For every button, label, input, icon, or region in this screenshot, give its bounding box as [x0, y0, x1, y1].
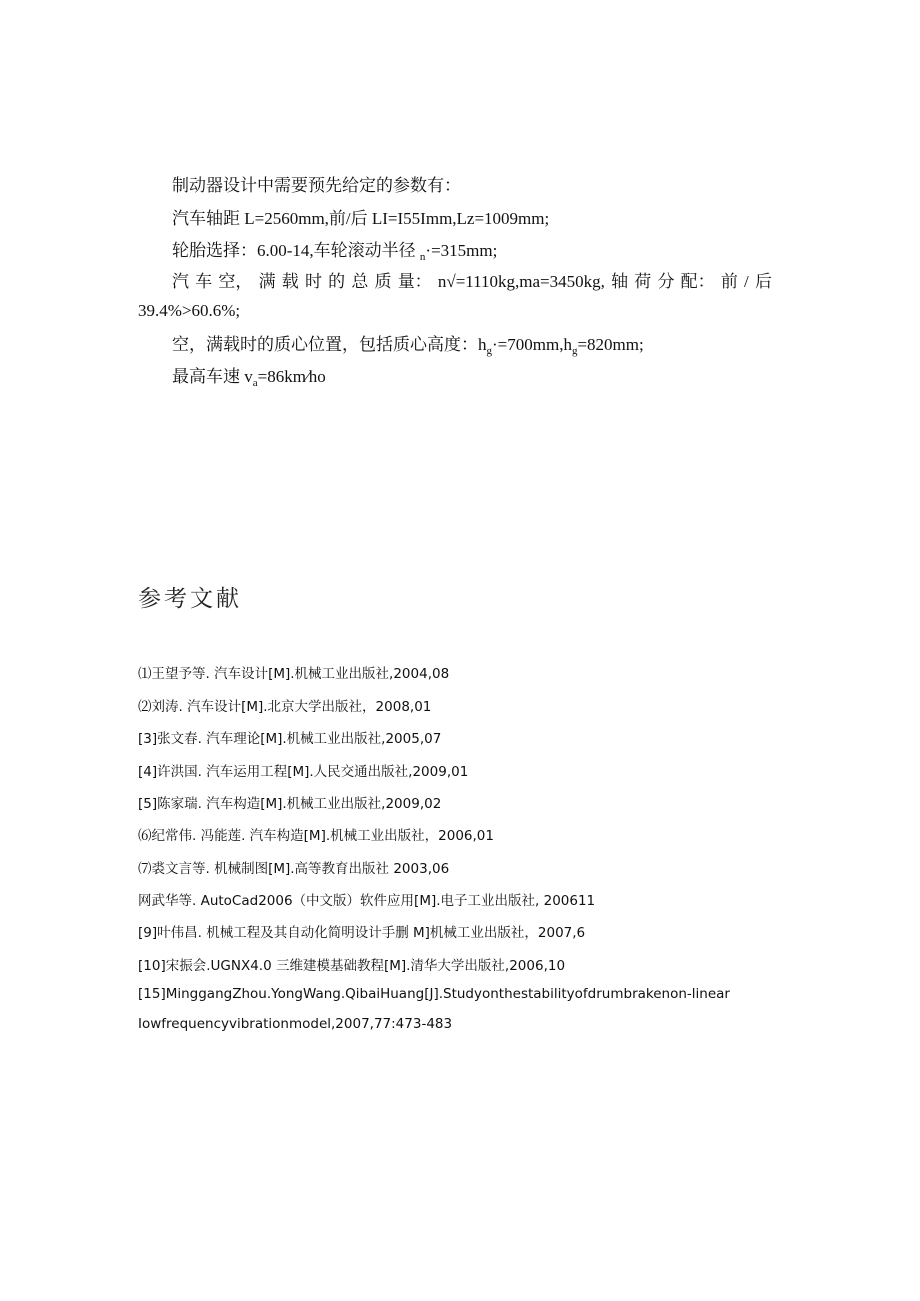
param-speed: 最高车速 $v_a=86km∕ho$ — [172, 367, 326, 389]
mass-part: 荷 — [634, 272, 652, 291]
reference-item: 网武华等. AutoCad2006（中文版）软件应用[M].电子工业出版社, 200611 — [138, 893, 596, 909]
params-intro: 制动器设计中需要预先给定的参数有： — [172, 176, 461, 195]
mass-part: 配： — [680, 272, 715, 291]
mass-part: 总 — [351, 272, 369, 291]
reference-item: ⑺裘文言等. 机械制图[M].高等教育出版社 2003,06 — [138, 861, 450, 877]
mass-part: 的 — [328, 272, 346, 291]
mass-part: 汽 — [172, 272, 189, 291]
mass-part: 空， — [218, 272, 253, 291]
references-heading: 参考文献 — [138, 586, 242, 612]
mass-part: 前 — [720, 272, 738, 291]
mass-part: 量： — [397, 272, 432, 291]
param-wheelbase: 汽车轴距 L=2560mm,前/后 LI=I55Imm,Lz=1009mm; — [172, 209, 550, 228]
reference-item: [5]陈家瑞. 汽车构造[M].机械工业出版社,2009,02 — [138, 796, 442, 812]
param-tire: 轮胎选择：6.00-14,车轮滚动半径 $_n$·=315mm; — [172, 241, 498, 263]
mass-part: 分 — [657, 272, 675, 291]
reference-item: [3]张文春. 汽车理论[M].机械工业出版社,2005,07 — [138, 731, 442, 747]
mass-part: 满 — [258, 272, 276, 291]
reference-item: [4]许洪国. 汽车运用工程[M].人民交通出版社,2009,01 — [138, 764, 469, 780]
mass-part: 轴 — [611, 272, 629, 291]
param-mass — [172, 271, 772, 293]
reference-item: Iowfrequencyvibrationmodel,2007,77:473-483 — [138, 1016, 453, 1032]
param-mass-cont: 39.4%>60.6%; — [138, 301, 241, 320]
param-cog: 空，满载时的质心位置，包括质心高度：$h_g\cdot=700mm,h_g=820mm$; — [172, 335, 644, 357]
mass-part: / — [744, 272, 749, 291]
mass-part: 后 — [754, 272, 772, 291]
mass-part: 时 — [304, 272, 322, 291]
mass-part: 质 — [374, 272, 392, 291]
mass-part: 车 — [195, 272, 213, 291]
reference-item: ⑵刘涛. 汽车设计[M].北京大学出版社，2008,01 — [138, 699, 432, 715]
reference-item: ⑹纪常伟. 冯能莲. 汽车构造[M].机械工业出版社，2006,01 — [138, 828, 494, 844]
reference-item: ⑴王望予等. 汽车设计[M].机械工业出版社,2004,08 — [138, 666, 450, 682]
reference-item: [15]MinggangZhou.YongWang.QibaiHuang[J].Studyonthestabilityofdrumbrakenon-linear — [138, 986, 730, 1002]
reference-item: [9]叶伟昌. 机械工程及其自动化简明设计手删 M]机械工业出版社，2007,6 — [138, 925, 586, 941]
mass-part: n√=1110kg,ma=3450kg, — [437, 272, 605, 291]
reference-item: [10]宋振会.UGNX4.0 三维建模基础教程[M].清华大学出版社,2006,10 — [138, 958, 566, 974]
mass-part: 载 — [281, 272, 299, 291]
